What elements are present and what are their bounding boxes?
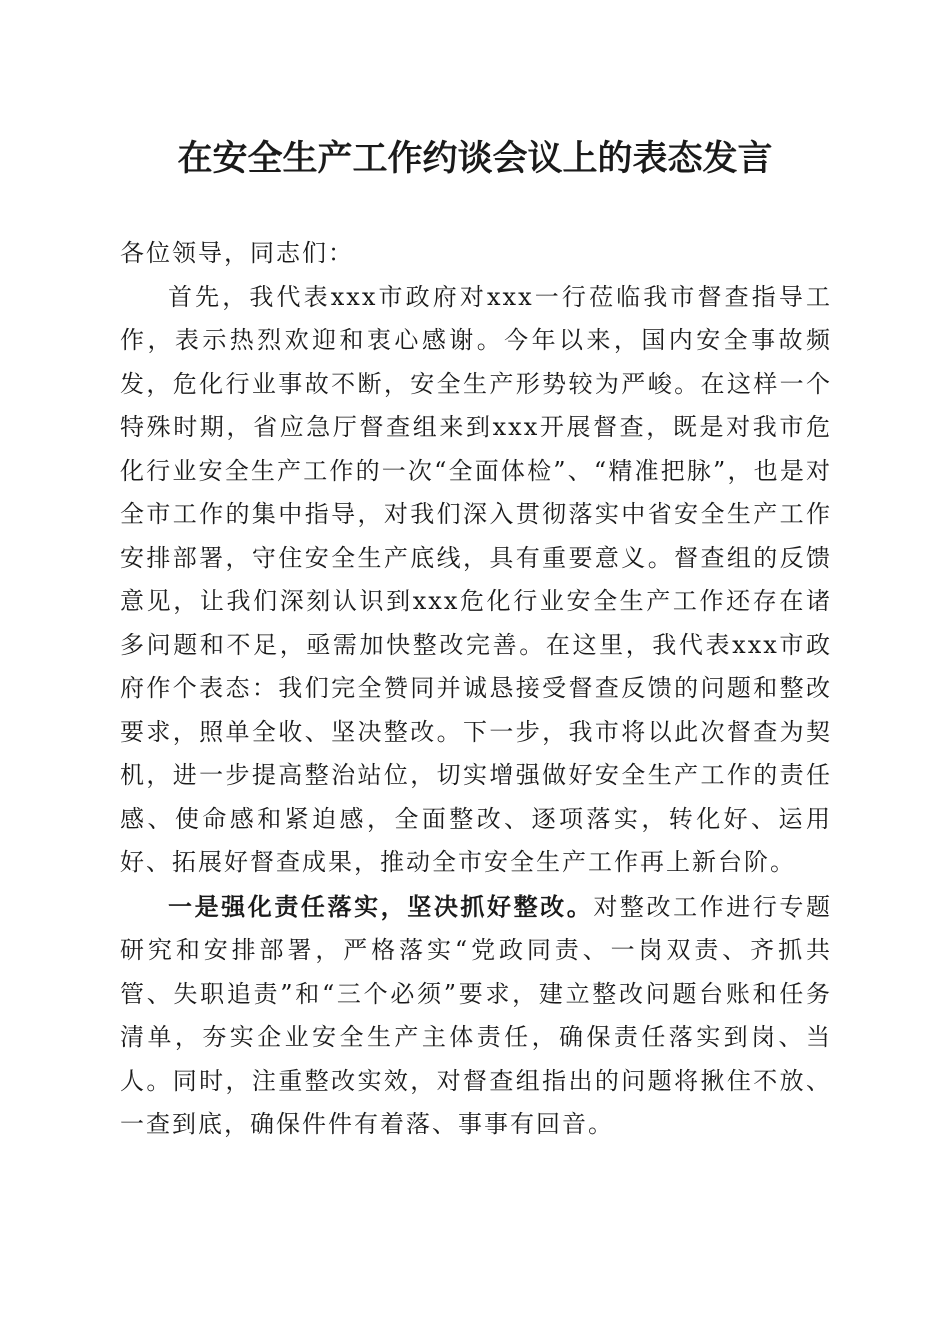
document-body: [120, 232, 832, 1147]
paragraph-opening: 首先，我代表xxx市政府对xxx一行莅临我市督查指导工作，表示热烈欢迎和衷心感谢。今年以来，国内安全事故频发，危化行业事故不断，安全生产形势较为严峻。在这样一个特殊时期，省应急厅督查组来到xxx开展督查，既是对我市危化行业安全生产工作的一次“全面体检”、“精准把脉”，也是对全市工作的集中指导，对我们深入贯彻落实中省安全生产工作安排部署，守住安全生产底线，具有重要意义。督查组的反馈意见，让我们深刻认识到xxx危化行业安全生产工作还存在诸多问题和不足，亟需加快整改完善。在这里，我代表xxx市政府作个表态：我们完全赞同并诚恳接受督查反馈的问题和整改要求，照单全收、坚决整改。下一步，我市将以此次督查为契机，进一步提高整治站位，切实增强做好安全生产工作的责任感、使命感和紧迫感，全面整改、逐项落实，转化好、运用好、拓展好督查成果，推动全市安全生产工作再上新台阶。: [120, 282, 832, 876]
salutation: 各位领导，同志们：: [120, 239, 354, 267]
paragraph-point-one: [120, 885, 832, 1147]
point-one-body: 对整改工作进行专题研究和安排部署，严格落实“党政同责、一岗双责、齐抓共管、失职追责”和“三个必须”要求，建立整改问题台账和任务清单，夯实企业安全生产主体责任，确保责任落实到岗、当人。同时，注重整改实效，对督查组指出的问题将揪住不放、一查到底，确保件件有着落、事事有回音。: [120, 892, 833, 1138]
document-title: 在安全生产工作约谈会议上的表态发言: [177, 138, 773, 179]
point-one-heading: 一是强化责任落实，坚决抓好整改。: [168, 891, 594, 921]
